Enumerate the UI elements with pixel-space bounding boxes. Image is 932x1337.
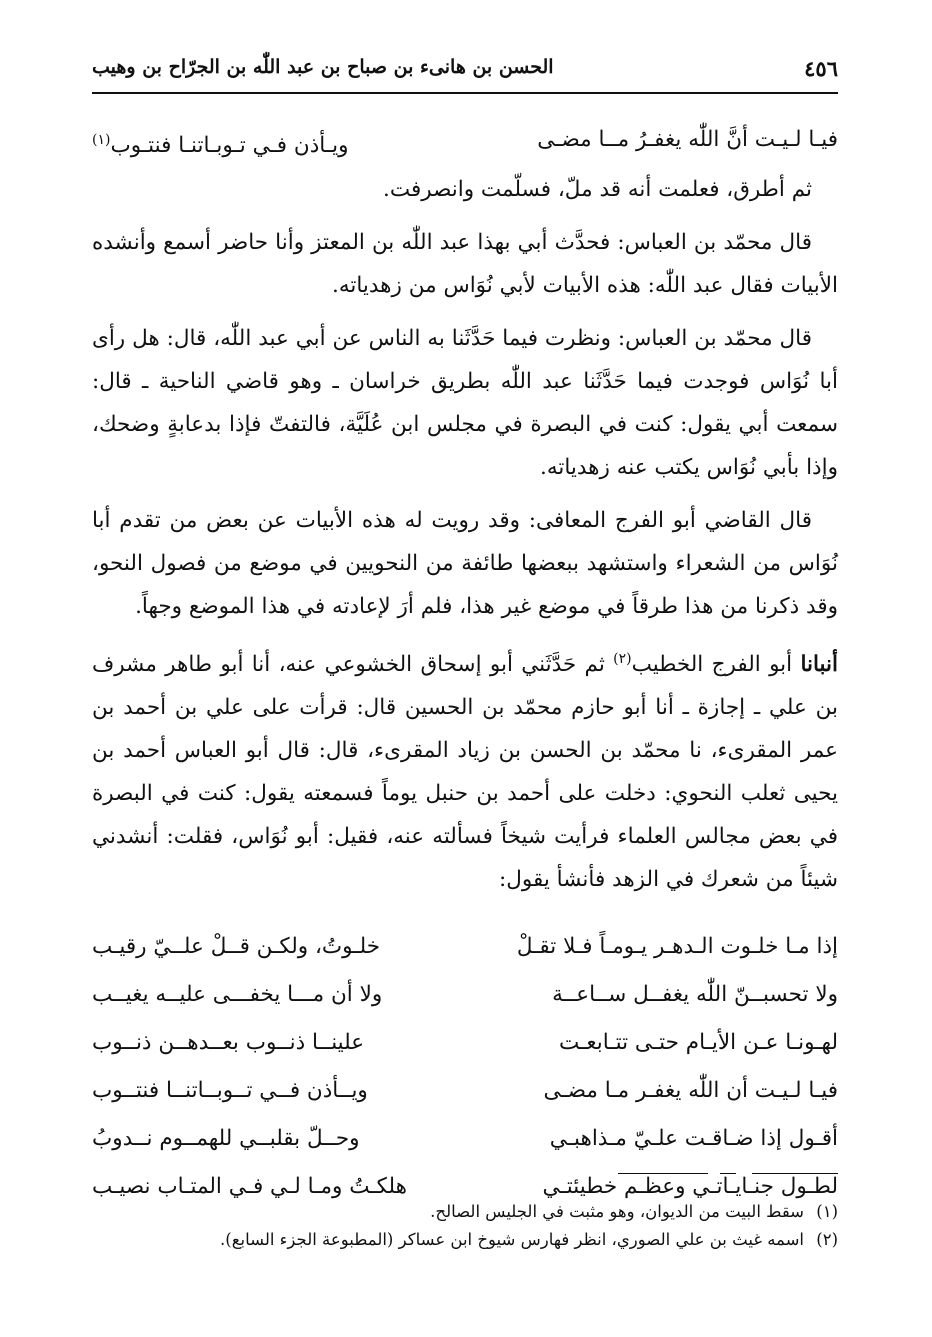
poem-verse xyxy=(92,971,838,1019)
footnote-ref-2: (٢) xyxy=(613,651,632,668)
running-title: الحسن بن هانىء بن صباح بن عبد اللّٰه بن الجرّاح بن وهيب xyxy=(92,56,554,78)
separator-segment xyxy=(752,1173,838,1174)
verse-second-hemistich: ويــأذن فــي تــوبــاتنــا فنتــوب xyxy=(92,1078,368,1104)
verse-first-hemistich: ولا تحسبــنّ اللّٰه يغفــل ســاعــة xyxy=(552,982,838,1008)
page-number: ٤٥٦ xyxy=(804,56,838,81)
page-header xyxy=(92,54,838,88)
footnote-1 xyxy=(92,1198,838,1226)
couplet-second-hemistich-text: ويـأذن فـي تـوبـاتنـا فنتـوب xyxy=(110,133,349,159)
footnote-number: (١) xyxy=(816,1202,838,1221)
poem-verse xyxy=(92,923,838,971)
poem xyxy=(92,923,838,1211)
footnote-separator xyxy=(92,1173,838,1175)
verse-first-hemistich: إذا مـا خلـوت الـدهـر يـومـاً فـلا تقـلْ xyxy=(516,934,838,960)
footnote-text: سقط البيت من الديوان، وهو مثبت في الجليس الصالح. xyxy=(430,1202,804,1221)
paragraph-3: قال محمّد بن العباس: ونظرت فيما حَدَّثَنا به الناس عن أبي عبد اللّٰه، قال: هل رأى أبا نُوَاس فوجدت فيما حَدَّثَنا عبد اللّٰه بطريق خراسان ـ وهو قاضي الناحية ـ قال: سمعت أبي يقول: كنت في البصرة في مجلس ابن عُلَيَّة، فالتفتّ فإذا بدعابةٍ وضحك، وإذا بأبي نُوَاس يكتب عنه زهدياته. xyxy=(92,326,838,481)
couplet-first-hemistich: فيـا لـيـت أنَّ اللّٰه يغفـرُ مــا مضـى xyxy=(537,127,838,152)
isnad-paragraph xyxy=(92,638,838,901)
verse-second-hemistich: وحــلّ بقلبــي للهمــوم نــدوبُ xyxy=(92,1126,360,1152)
verse-second-hemistich: هلكـتُ ومـا لـي فـي المتـاب نصيـب xyxy=(92,1174,407,1200)
verse-second-hemistich: ولا أن مـــا يخفـــى عليــه يغيــب xyxy=(92,982,383,1008)
verse-first-hemistich: لطـول جنـايـاتـي وعظـم خطيئتـي xyxy=(542,1174,838,1200)
opening-couplet xyxy=(92,118,838,168)
verse-second-hemistich: علينــا ذنــوب بعــدهــن ذنــوب xyxy=(92,1030,365,1056)
footnote-text: اسمه غيث بن علي الصوري، انظر فهارس شيوخ ابن عساكر (المطبوعة الجزء السابع). xyxy=(220,1230,804,1249)
verse-first-hemistich: أقـول إذا ضـاقـت علـيّ مـذاهبـي xyxy=(549,1126,838,1152)
poem-verse xyxy=(92,1019,838,1067)
isnad-text-a: أبو الفرج الخطيب xyxy=(631,652,801,678)
verse-first-hemistich: لهـونـا عـن الأيـام حتـى تتـابعـت xyxy=(559,1030,838,1056)
separator-segment xyxy=(618,1173,708,1174)
main-text xyxy=(92,118,838,1211)
poem-verse xyxy=(92,1067,838,1115)
paragraph-1: ثم أطرق، فعلمت أنه قد ملّ، فسلّمت وانصرفت. xyxy=(383,177,812,203)
poem-verse xyxy=(92,1115,838,1163)
verse-second-hemistich: خلـوتُ، ولكـن قــلْ علــيّ رقيـب xyxy=(92,934,380,960)
verse-first-hemistich: فيـا لـيـت أن اللّٰه يغفـر مـا مضـى xyxy=(543,1078,838,1104)
paragraph-2: قال محمّد بن العباس: فحدَّث أبي بهذا عبد اللّٰه بن المعتز وأنا حاضر أسمع وأنشده الأبيات فقال عبد اللّٰه: هذه الأبيات لأبي نُوَاس من زهدياته. xyxy=(92,230,838,299)
separator-segment xyxy=(720,1173,736,1174)
footnote-2 xyxy=(92,1226,838,1254)
footnotes xyxy=(92,1198,838,1254)
isnad-text-b: ثم حَدَّثَني أبو إسحاق الخشوعي عنه، أنا أبو طاهر مشرف بن علي ـ إجازة ـ أنا أبو حازم محمّد بن الحسين قال: قرأت على علي بن أحمد بن عمر المقرىء، نا محمّد بن الحسن بن زياد المقرىء، قال: قال أبو العباس أحمد بن يحيى ثعلب النحوي: دخلت على أحمد بن حنبل يوماً فسمعته يقول: كنت في البصرة في بعض مجالس العلماء فرأيت شيخاً فسألته عنه، فقيل: أبو نُوَاس، فقلت: أنشدني شيئاً من شعرك في الزهد فأنشأ يقول: xyxy=(92,652,838,893)
couplet-second-hemistich xyxy=(92,118,349,168)
footnote-ref-1: (١) xyxy=(92,132,111,148)
isnad-lead: أنبانا xyxy=(800,652,838,678)
header-rule xyxy=(92,92,838,94)
paragraph-4: قال القاضي أبو الفرج المعافى: وقد رويت له هذه الأبيات عن بعض من تقدم أبا نُوَاس من الشعراء واستشهد ببعضها طائفة من النحويين في موضع من فصول النحو، وقد ذكرنا من هذا طرقاً في موضع غير هذا، فلم أرَ لإعادته في هذا الموضع وجهاً. xyxy=(92,508,838,620)
footnote-number: (٢) xyxy=(816,1230,838,1249)
